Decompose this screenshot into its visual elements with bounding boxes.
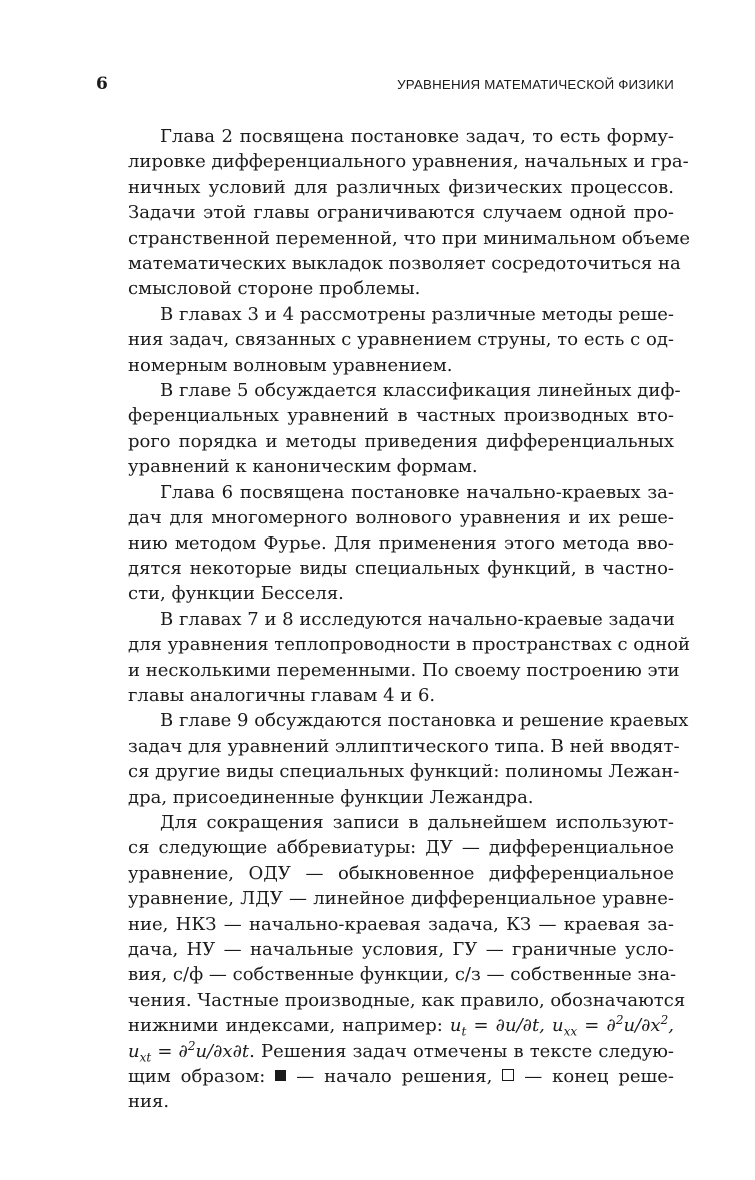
formula-ut (449, 1015, 545, 1039)
expression: = ∂ (157, 1040, 188, 1062)
text-line: В главе 9 обсуждаются постановка и решение краевых (160, 710, 689, 732)
text-line: Для сокращения записи в дальнейшем используют- (160, 811, 674, 833)
marker-intro: щим образом: (128, 1066, 266, 1088)
text-line: дра, присоединенные функции Лежандра. (128, 786, 534, 808)
text-line: уравнение, ОДУ — обыкновенное дифференциальное (128, 862, 674, 884)
text-line: Глава 2 посвящена постановке задач, то есть форму- (160, 126, 674, 147)
formula-uxt (128, 1038, 250, 1065)
paragraph-chapter-2 (96, 124, 691, 302)
solution-start-label: — начало решения, (296, 1066, 493, 1088)
text-line: ния задач, связанных с уравнением струны, то есть с од- (128, 329, 674, 351)
subscript: xx (563, 1024, 578, 1039)
subscript: t (461, 1024, 467, 1039)
body-text (96, 124, 691, 1115)
text-line: номерным волновым уравнением. (128, 354, 453, 376)
text-line: ния. (128, 1091, 170, 1113)
text-line: и несколькими переменными. По своему построению эти (128, 659, 680, 681)
paragraph-chapters-7-8 (96, 607, 691, 709)
formula-uxx (552, 1013, 674, 1039)
page-header (96, 74, 674, 98)
subscript: xt (139, 1050, 152, 1065)
text-line: чения. Частные производные, как правило, обозначаются (128, 989, 686, 1011)
text-line: Задачи этой главы ограничиваются случаем одной про- (128, 202, 674, 224)
text-line: В главах 3 и 4 рассмотрены различные методы реше- (160, 303, 674, 325)
text-line: В главе 5 обсуждается классификация линейных диф- (160, 380, 681, 402)
formula-trailing-text: . Решения задач отмечены в тексте следую- (249, 1040, 674, 1062)
text-line: ние, НКЗ — начально-краевая задача, КЗ — краевая за- (128, 913, 674, 935)
text-line: задач для уравнений эллиптического типа. В ней вводят- (128, 735, 680, 757)
expression: u/∂x (623, 1015, 661, 1037)
text-line: ся другие виды специальных функций: полиномы Лежан- (128, 761, 680, 783)
paragraph-abbreviations (96, 810, 686, 1115)
paragraph-chapters-3-4 (96, 302, 674, 378)
text-line: смысловой стороне проблемы. (128, 278, 421, 300)
expression: = ∂ (584, 1015, 616, 1037)
expression: u/∂x∂t (195, 1040, 250, 1062)
text-line: странственной переменной, что при минимальном объеме (128, 227, 691, 249)
running-title: УРАВНЕНИЯ МАТЕМАТИЧЕСКОЙ ФИЗИКИ (397, 77, 674, 92)
text-line: для уравнения теплопроводности в пространствах с одной (128, 634, 691, 656)
solution-start-square-icon (275, 1070, 286, 1081)
superscript: 2 (187, 1038, 196, 1053)
text-line: ничных условий для различных физических процессов. (128, 176, 674, 198)
superscript: 2 (615, 1013, 624, 1028)
text-line: уравнений к каноническим формам. (128, 456, 478, 478)
text-line: рого порядка и методы приведения дифференциальных (128, 430, 674, 452)
text-line: дятся некоторые виды специальных функций, в частно- (128, 557, 674, 579)
formula-intro: нижними индексами, например: (128, 1015, 443, 1037)
text-line: ся следующие аббревиатуры: ДУ — дифференциальное (128, 837, 674, 859)
text-line: уравнение, ЛДУ — линейное дифференциальное уравне- (128, 888, 674, 910)
marker-line (96, 1064, 674, 1089)
text-line: главы аналогичны главам 4 и 6. (128, 684, 436, 706)
expression: = ∂u/∂t, (473, 1015, 545, 1037)
text-line: сти, функции Бесселя. (128, 583, 344, 605)
text-line: Глава 6 посвящена постановке начально-краевых за- (160, 481, 674, 503)
text-line: дача, НУ — начальные условия, ГУ — граничные усло- (128, 939, 674, 960)
formula-line (96, 1013, 674, 1038)
text-line: вия, с/ф — собственные функции, с/з — собственные зна- (128, 964, 677, 986)
punctuation: , (668, 1015, 674, 1037)
paragraph-chapter-6 (96, 480, 674, 607)
text-line: ференциальных уравнений в частных производных вто- (128, 405, 674, 427)
symbol-u: u (128, 1040, 140, 1062)
page-number: 6 (96, 74, 108, 94)
symbol-u: u (449, 1015, 462, 1037)
solution-end-label: — конец реше- (524, 1066, 674, 1088)
symbol-u: u (552, 1015, 564, 1037)
paragraph-chapter-5 (96, 378, 681, 480)
text-line: математических выкладок позволяет сосредоточиться на (128, 253, 681, 275)
formula-line (96, 1039, 674, 1064)
text-line: В главах 7 и 8 исследуются начально-краевые задачи (160, 608, 675, 630)
text-line: нию методом Фурье. Для применения этого метода вво- (128, 532, 674, 554)
text-line: лировке дифференциального уравнения, начальных и гра- (128, 151, 689, 173)
text-line: дач для многомерного волнового уравнения и их реше- (128, 507, 674, 529)
solution-end-square-icon (502, 1069, 514, 1081)
paragraph-chapter-9 (96, 708, 689, 810)
superscript: 2 (660, 1013, 669, 1028)
